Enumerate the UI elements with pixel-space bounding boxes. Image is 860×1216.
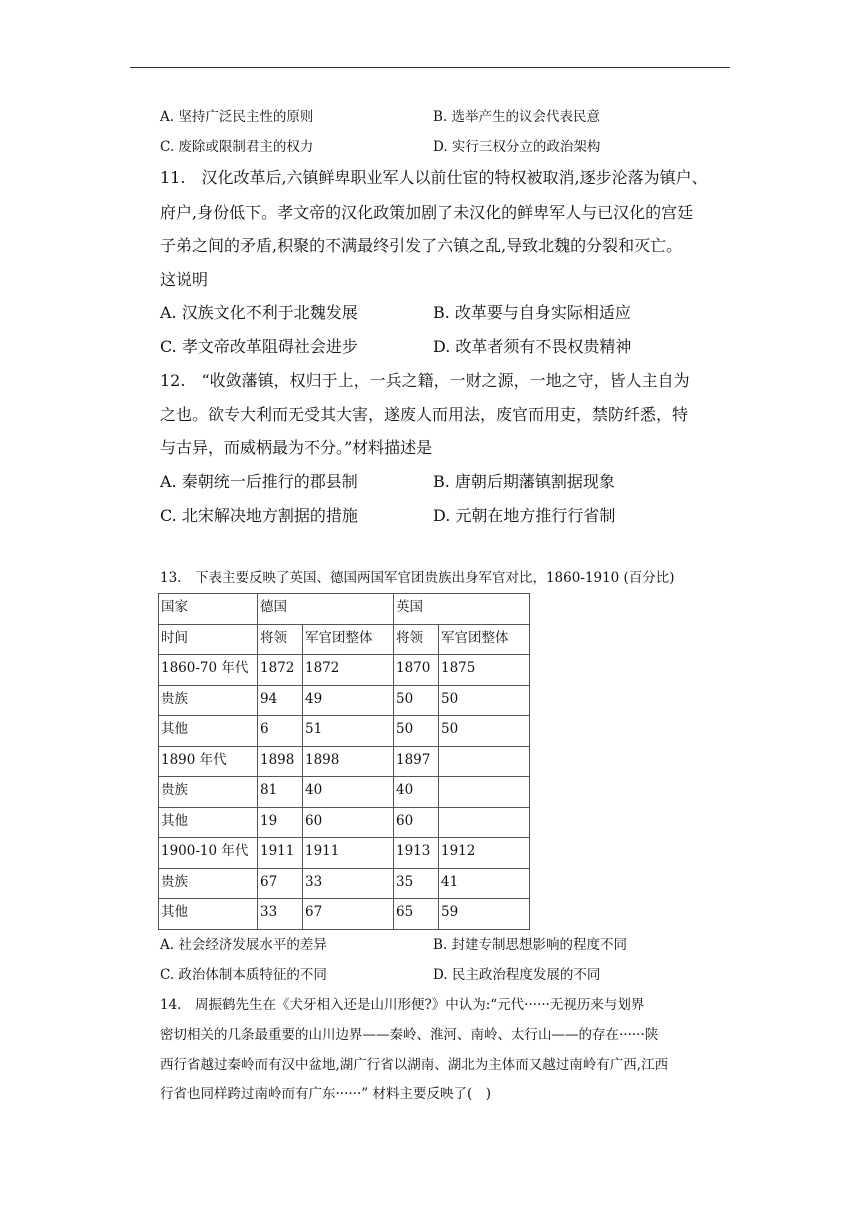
table-cell: 50 (439, 716, 530, 747)
q14-stem-line: 行省也同样跨过南岭而有广东······” 材料主要反映了( ) (160, 1086, 491, 1102)
q12-option-c[interactable]: C. 北宋解决地方割据的措施 (160, 506, 358, 525)
q11-option-b[interactable]: B. 改革要与自身实际相适应 (433, 303, 631, 322)
table-cell: 英国 (394, 594, 530, 625)
table-cell: 40 (394, 777, 439, 808)
table-cell: 81 (258, 777, 303, 808)
q12-stem-line: 之也。欲专大利而无受其大害，遂废人而用法，废官而用吏，禁防纤悉，特 (160, 405, 689, 424)
table-cell: 将领 (258, 624, 303, 655)
table-cell: 67 (258, 868, 303, 899)
table-cell (439, 807, 530, 838)
q14-stem-line: 西行省越过秦岭而有汉中盆地,湖广行省以湖南、湖北为主体而又越过南岭有广西,江西 (160, 1057, 669, 1073)
table-cell: 1875 (439, 655, 530, 686)
table-row (159, 807, 530, 838)
table-cell: 1872 (258, 655, 303, 686)
table-cell: 51 (303, 716, 394, 747)
table-cell: 50 (394, 685, 439, 716)
table-cell: 军官团整体 (303, 624, 394, 655)
table-cell: 35 (394, 868, 439, 899)
q11-stem-line: 11. 汉化改革后,六镇鲜卑职业军人以前仕宦的特权被取消,逐步沦落为镇户、 (160, 168, 708, 187)
table-cell: 1860-70 年代 (159, 655, 258, 686)
table-cell: 其他 (159, 899, 258, 930)
table-cell: 33 (303, 868, 394, 899)
table-row (159, 746, 530, 777)
q13-option-a[interactable]: A. 社会经济发展水平的差异 (160, 937, 327, 953)
table-cell: 6 (258, 716, 303, 747)
table-cell: 1890 年代 (159, 746, 258, 777)
q12-option-a[interactable]: A. 秦朝统一后推行的郡县制 (160, 472, 358, 491)
table-row (159, 777, 530, 808)
table-cell: 将领 (394, 624, 439, 655)
q12-stem-line: 与古异，而威柄最为不分。”材料描述是 (160, 438, 433, 457)
table-cell: 军官团整体 (439, 624, 530, 655)
q12-stem-line: 12. “收敛藩镇，权归于上，一兵之籍，一财之源，一地之守，皆人主自为 (160, 371, 690, 390)
q13-stem: 13. 下表主要反映了英国、德国两国军官团贵族出身军官对比，1860-1910 (百分比) (160, 570, 675, 586)
table-cell (439, 746, 530, 777)
table-row (159, 838, 530, 869)
table-cell: 1872 (303, 655, 394, 686)
q11-stem-line: 府户,身份低下。孝文帝的汉化政策加剧了未汉化的鲜卑军人与已汉化的宫廷 (160, 203, 694, 222)
q13-option-c[interactable]: C. 政治体制本质特征的不同 (160, 967, 327, 983)
q10-option-b[interactable]: B. 选举产生的议会代表民意 (433, 109, 601, 125)
table-cell: 94 (258, 685, 303, 716)
q11-option-d[interactable]: D. 改革者须有不畏权贵精神 (433, 337, 632, 356)
table-row (159, 899, 530, 930)
q11-stem-line: 子弟之间的矛盾,积聚的不满最终引发了六镇之乱,导致北魏的分裂和灭亡。 (160, 236, 683, 255)
q10-option-c[interactable]: C. 废除或限制君主的权力 (160, 139, 314, 155)
table-cell: 贵族 (159, 868, 258, 899)
table-cell: 1913 (394, 838, 439, 869)
table-row (159, 868, 530, 899)
table-cell: 国家 (159, 594, 258, 625)
table-cell: 50 (439, 685, 530, 716)
table-cell: 时间 (159, 624, 258, 655)
q13-data-table (158, 593, 530, 930)
q11-option-c[interactable]: C. 孝文帝改革阻碍社会进步 (160, 337, 358, 356)
q11-option-a[interactable]: A. 汉族文化不利于北魏发展 (160, 303, 358, 322)
q10-option-a[interactable]: A. 坚持广泛民主性的原则 (160, 109, 314, 125)
table-header-row (159, 594, 530, 625)
table-row (159, 716, 530, 747)
table-cell: 1898 (303, 746, 394, 777)
table-cell: 67 (303, 899, 394, 930)
table-cell: 19 (258, 807, 303, 838)
table-cell: 1898 (258, 746, 303, 777)
table-cell: 60 (394, 807, 439, 838)
table-cell: 贵族 (159, 685, 258, 716)
table-cell: 1897 (394, 746, 439, 777)
table-cell: 65 (394, 899, 439, 930)
table-cell: 49 (303, 685, 394, 716)
q14-stem-line: 密切相关的几条最重要的山川边界——秦岭、淮河、南岭、太行山——的存在······陕 (160, 1027, 659, 1043)
table-cell: 33 (258, 899, 303, 930)
table-cell: 1870 (394, 655, 439, 686)
q13-option-b[interactable]: B. 封建专制思想影响的程度不同 (433, 937, 628, 953)
table-cell: 其他 (159, 716, 258, 747)
table-cell: 贵族 (159, 777, 258, 808)
table-row (159, 685, 530, 716)
table-cell: 德国 (258, 594, 394, 625)
table-cell: 1900-10 年代 (159, 838, 258, 869)
q11-stem-line: 这说明 (160, 270, 209, 289)
table-cell: 1912 (439, 838, 530, 869)
table-cell: 41 (439, 868, 530, 899)
q12-option-d[interactable]: D. 元朝在地方推行行省制 (433, 506, 616, 525)
table-cell: 59 (439, 899, 530, 930)
table-cell: 1911 (258, 838, 303, 869)
q14-stem-line: 14. 周振鹤先生在《犬牙相入还是山川形便?》中认为:“元代······无视历来与划界 (160, 997, 645, 1013)
table-cell: 60 (303, 807, 394, 838)
table-cell: 50 (394, 716, 439, 747)
q13-option-d[interactable]: D. 民主政治程度发展的不同 (433, 967, 601, 983)
table-row (159, 624, 530, 655)
header-rule (130, 67, 730, 68)
table-cell: 40 (303, 777, 394, 808)
table-cell (439, 777, 530, 808)
table-cell: 1911 (303, 838, 394, 869)
q12-option-b[interactable]: B. 唐朝后期藩镇割据现象 (433, 472, 615, 491)
q10-option-d[interactable]: D. 实行三权分立的政治架构 (433, 139, 601, 155)
table-cell: 其他 (159, 807, 258, 838)
table-row (159, 655, 530, 686)
